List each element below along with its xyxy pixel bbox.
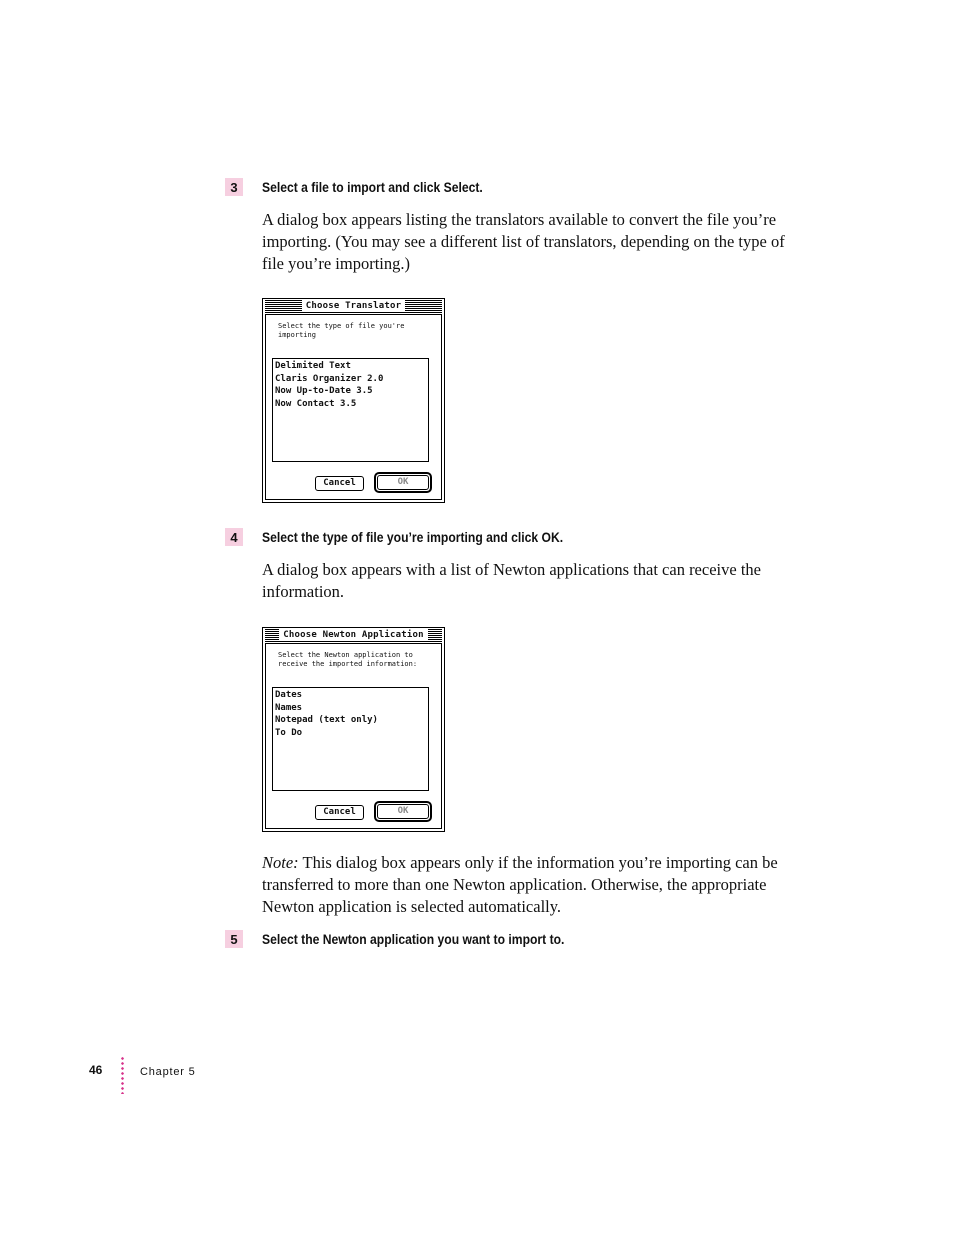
- step-number: 5: [225, 930, 243, 948]
- list-item[interactable]: Now Up-to-Date 3.5: [275, 386, 373, 396]
- ok-button[interactable]: OK: [377, 804, 429, 819]
- list-item[interactable]: Names: [275, 702, 303, 713]
- dialog-titlebar: [265, 629, 442, 642]
- paragraph-applications: A dialog box appears with a list of Newton applications that can receive the information.: [262, 560, 761, 601]
- step-number: 3: [225, 178, 243, 196]
- list-item[interactable]: Delimited Text: [275, 361, 351, 371]
- step-instruction: Select a file to import and click Select.: [262, 179, 483, 195]
- step-number: 4: [225, 528, 243, 546]
- dialog-title: Choose Translator: [302, 300, 406, 312]
- dialog-titlebar: [265, 300, 442, 313]
- note-text: This dialog box appears only if the information you’re importing can be transferred to more than one Newton application. Otherwise, the appropriate Newton application is selected automatically.: [262, 853, 778, 916]
- note-paragraph: [262, 852, 807, 918]
- step-4: [225, 528, 597, 546]
- choose-newton-application-dialog: [262, 627, 445, 832]
- ok-button-outline: [374, 801, 432, 822]
- list-item[interactable]: Notepad (text only): [275, 715, 378, 725]
- cancel-button[interactable]: Cancel: [315, 476, 364, 491]
- step-5: [225, 930, 598, 948]
- cancel-button[interactable]: Cancel: [315, 805, 364, 820]
- note-label: Note:: [262, 853, 299, 872]
- list-item[interactable]: Now Contact 3.5: [275, 398, 357, 409]
- dialog-prompt: Select the Newton application to receive the imported information:: [278, 651, 418, 668]
- application-list[interactable]: [272, 687, 429, 791]
- ok-button[interactable]: OK: [377, 475, 429, 490]
- step-3: [225, 178, 507, 196]
- choose-translator-dialog: [262, 298, 445, 503]
- list-item[interactable]: Claris Organizer 2.0: [275, 373, 384, 384]
- dialog-prompt: Select the type of file you're importing: [278, 322, 405, 339]
- translator-list[interactable]: [272, 358, 429, 462]
- list-item[interactable]: Dates: [275, 690, 303, 700]
- footer-dotted-rule: [121, 1056, 124, 1094]
- paragraph-translators: A dialog box appears listing the translators available to convert the file you’re importing. (You may see a different list of translators, depending on the type of file you’re importing.): [262, 210, 785, 273]
- step-instruction: Select the Newton application you want to import to.: [262, 931, 565, 947]
- dialog-body: [265, 314, 442, 500]
- chapter-label: Chapter 5: [140, 1066, 196, 1078]
- dialog-body: [265, 643, 442, 829]
- dialog-title: Choose Newton Application: [279, 629, 427, 641]
- page-number: 46: [89, 1063, 103, 1077]
- list-item[interactable]: To Do: [275, 727, 303, 738]
- ok-button-outline: [374, 472, 432, 493]
- step-instruction: Select the type of file you’re importing and click OK.: [262, 529, 564, 545]
